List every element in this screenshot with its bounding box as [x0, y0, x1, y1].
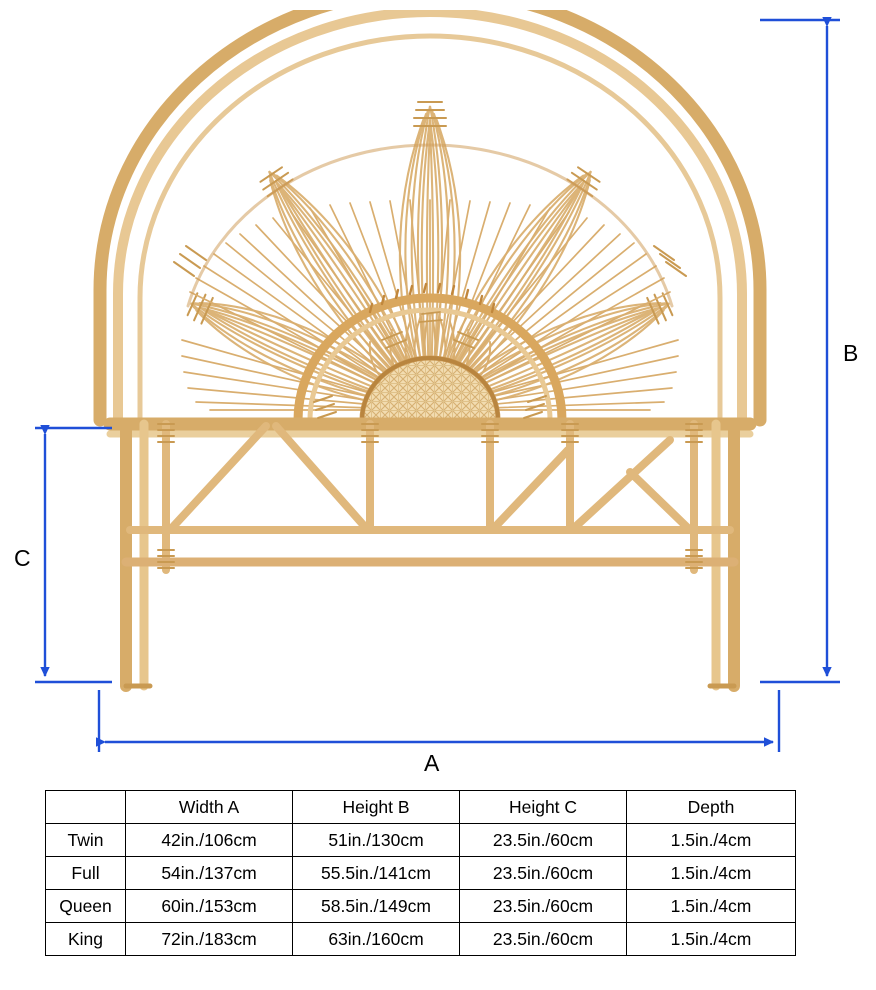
cell-size: Full — [46, 857, 126, 890]
cell-width-a: 42in./106cm — [126, 824, 293, 857]
header-width-a: Width A — [126, 791, 293, 824]
header-depth: Depth — [627, 791, 796, 824]
cell-size: King — [46, 923, 126, 956]
header-height-c: Height C — [460, 791, 627, 824]
cell-depth: 1.5in./4cm — [627, 824, 796, 857]
table-row — [46, 923, 796, 956]
table-row — [46, 824, 796, 857]
dimension-label-b: B — [843, 340, 859, 366]
cell-depth: 1.5in./4cm — [627, 890, 796, 923]
cell-width-a: 72in./183cm — [126, 923, 293, 956]
cell-height-b: 63in./160cm — [293, 923, 460, 956]
cell-height-c: 23.5in./60cm — [460, 824, 627, 857]
cell-height-c: 23.5in./60cm — [460, 857, 627, 890]
table-row — [46, 857, 796, 890]
table-row — [46, 890, 796, 923]
dimension-label-c: C — [14, 545, 31, 571]
table-header-row — [46, 791, 796, 824]
header-size — [46, 791, 126, 824]
cell-size: Twin — [46, 824, 126, 857]
cell-width-a: 54in./137cm — [126, 857, 293, 890]
dimension-label-a: A — [424, 750, 440, 776]
specification-table — [45, 790, 796, 956]
cell-depth: 1.5in./4cm — [627, 923, 796, 956]
cell-height-b: 58.5in./149cm — [293, 890, 460, 923]
cell-height-c: 23.5in./60cm — [460, 890, 627, 923]
cell-height-b: 55.5in./141cm — [293, 857, 460, 890]
cell-depth: 1.5in./4cm — [627, 857, 796, 890]
header-height-b: Height B — [293, 791, 460, 824]
cell-size: Queen — [46, 890, 126, 923]
cell-height-b: 51in./130cm — [293, 824, 460, 857]
specification-table-wrapper — [45, 790, 795, 956]
cell-height-c: 23.5in./60cm — [460, 923, 627, 956]
cell-width-a: 60in./153cm — [126, 890, 293, 923]
